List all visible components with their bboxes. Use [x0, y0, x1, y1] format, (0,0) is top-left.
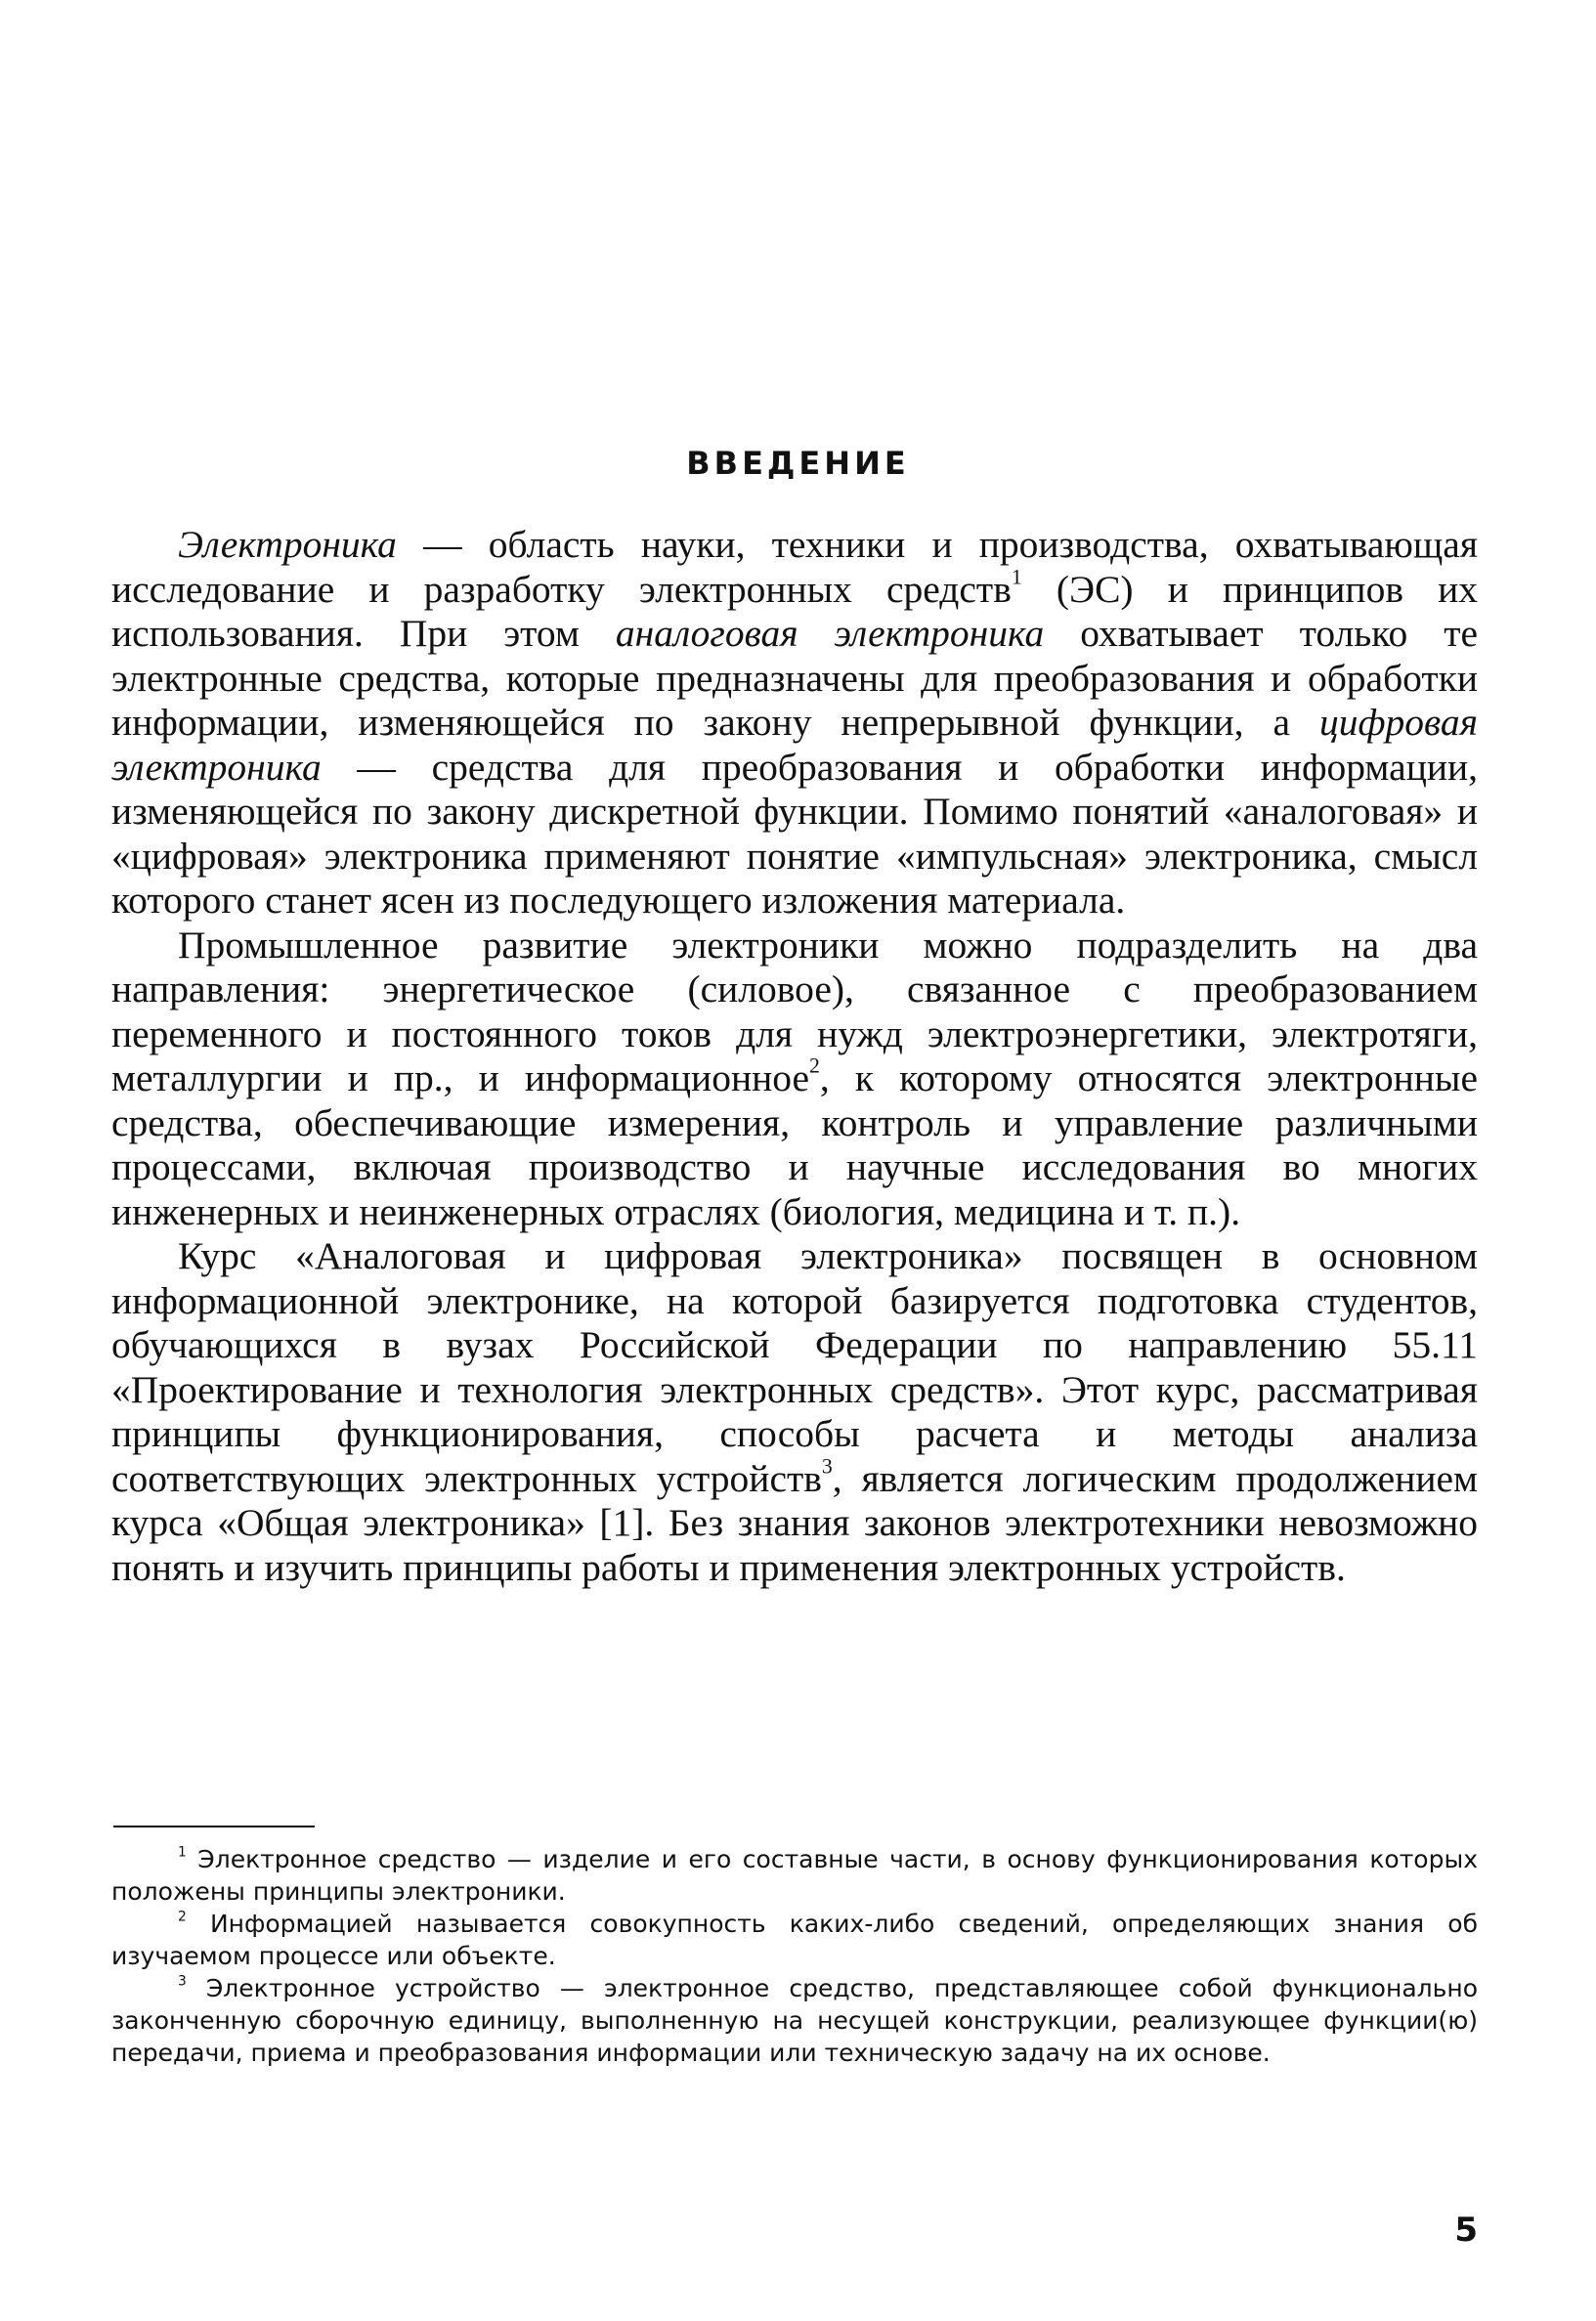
term-digital-electronics: цифровая электроника	[111, 701, 1478, 789]
footnote-ref-2: 2	[808, 1053, 820, 1078]
paragraph-2	[111, 924, 1478, 1235]
footnote-1-text: Электронное средство — изделие и его составные части, в основу функционирования которых положены принципы электроники.	[111, 1845, 1478, 1906]
paragraph-3-text-b: , является логическим продолжением курса «Общая электроника» [1]. Без знания законов электротехники невозможно понять и изучить принципы работы и применения электронных устройств.	[111, 1456, 1478, 1589]
footnote-ref-1: 1	[1011, 565, 1022, 589]
term-electronics: Электроника	[178, 523, 397, 566]
footnote-2	[111, 1908, 1478, 1972]
paragraph-1-text-b: (ЭС) и принципов их использования. При этом	[111, 567, 1478, 655]
footnotes	[111, 1843, 1478, 2069]
paragraph-2-text-a: Промышленное развитие электроники можно подразделить на два направления: энергетическое (силовое), связанное с преобразованием переменного и постоянного токов для нужд электроэнергетики, электротяги, металлургии и пр., и информационное	[111, 923, 1478, 1099]
paragraph-1-text-a: — область науки, техники и производства, охватывающая исследование и разработку электронных средств	[111, 523, 1478, 611]
term-analog-electronics: аналоговая электроника	[615, 612, 1045, 655]
footnote-3	[111, 1972, 1478, 2069]
footnote-2-text: Информацией называется совокупность каких-либо сведений, определяющих знания об изучаемом процессе или объекте.	[111, 1910, 1478, 1970]
footnote-mark-2: 2	[178, 1909, 187, 1925]
footnote-ref-3: 3	[821, 1454, 833, 1479]
section-heading: ВВЕДЕНИЕ	[686, 445, 910, 482]
paragraph-1-text-c: охватывает только те электронные средства, которые предназначены для преобразования и обработки информации, изменяющейся по закону непрерывной функции, а	[111, 612, 1478, 744]
footnote-3-text: Электронное устройство — электронное средство, представляющее собой функционально законченную сборочную единицу, выполненную на несущей конструкции, реализующее функции(ю) передачи, приема и преобразования информации или техническую задачу на их основе.	[111, 1974, 1478, 2067]
paragraph-3-text-a: Курс «Аналоговая и цифровая электроника» посвящен в основном информационной электронике, на которой базируется подготовка студентов, обучающихся в вузах Российской Федерации по направлению 55.11 «Проектирование и технология электронных средств». Этот курс, рассматривая принципы функционирования, способы расчета и методы анализа соответствующих электронных устройств	[111, 1234, 1478, 1500]
main-text	[111, 523, 1478, 1590]
paragraph-2-text-b: , к которому относятся электронные средства, обеспечивающие измерения, контроль и управление различными процессами, включая производство и научные исследования во многих инженерных и неинженерных отраслях (биология, медицина и т. п.).	[111, 1056, 1478, 1233]
footnote-mark-3: 3	[178, 1973, 187, 1990]
footnote-divider	[113, 1826, 315, 1827]
paragraph-1	[111, 523, 1478, 924]
paragraph-1-text-d: — средства для преобразования и обработки информации, изменяющейся по закону дискретной функции. Помимо понятий «аналоговая» и «цифровая» электроника применяют понятие «импульсная» электроника, смысл которого станет ясен из последующего изложения материала.	[111, 745, 1478, 922]
footnote-mark-1: 1	[178, 1844, 187, 1861]
paragraph-3	[111, 1234, 1478, 1590]
page-number: 5	[1454, 2211, 1478, 2250]
footnote-1	[111, 1843, 1478, 1908]
